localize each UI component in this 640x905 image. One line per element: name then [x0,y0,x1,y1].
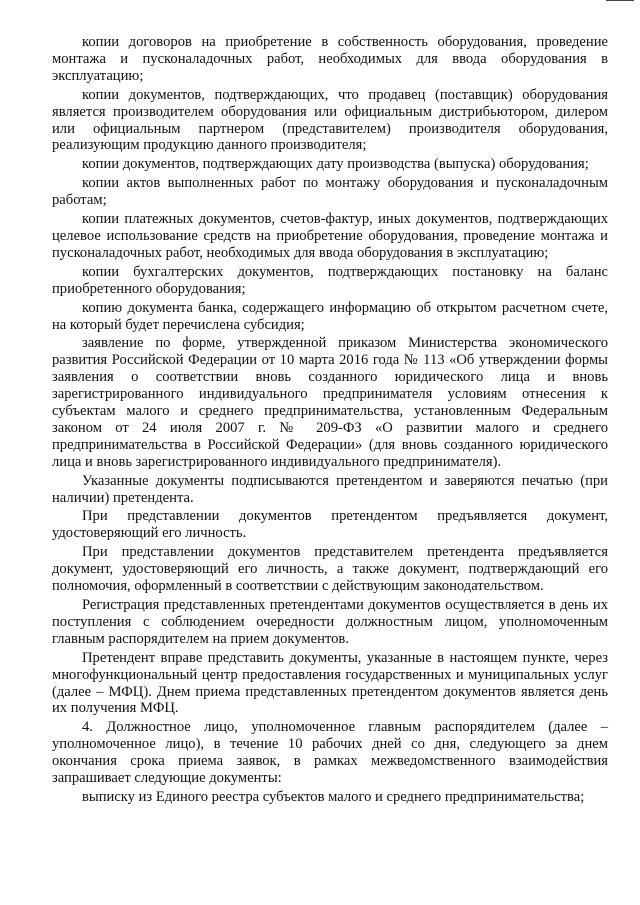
paragraph-mfc: Претендент вправе представить документы, указанные в настоящем пункте, через многофункциональный центр предоставления государственных и муниципальных услуг (далее – МФЦ). Днем приема представленных претендентом документов является день их получения МФЦ. [52,649,608,717]
paragraph-work-acts: копии актов выполненных работ по монтажу оборудования и пусконаладочным работам; [52,175,608,209]
paragraph-registration: Регистрация представленных претендентами документов осуществляется в день их поступления с соблюдением очередности должностным лицом, уполномоченным главным распорядителем на прием документов. [52,597,608,647]
paragraph-manufacturer-docs: копии документов, подтверждающих, что продавец (поставщик) оборудования является производителем оборудования или официальным дистрибьютором, дилером или официальным партнером (представителем) производителя оборудования, реализующим продукцию данного производителя; [52,86,608,154]
paragraph-production-date: копии документов, подтверждающих дату производства (выпуска) оборудования; [82,156,589,173]
document-body [52,34,608,808]
paragraph-section-4: 4. Должностное лицо, уполномоченное главным распорядителем (далее – уполномоченное лицо), в течение 10 рабочих дней со дня, следующего за днем окончания срока приема заявок, в рамках межведомственного взаимодействия запрашивает следующие документы: [52,719,608,787]
top-edge-rule [606,0,634,1]
paragraph-contracts: копии договоров на приобретение в собственность оборудования, проведение монтажа и пусконаладочных работ, необходимых для ввода оборудования в эксплуатацию; [52,34,608,84]
paragraph-signature-seal: Указанные документы подписываются претендентом и заверяются печатью (при наличии) претендента. [52,472,608,506]
paragraph-applicant-id: При представлении документов претендентом предъявляется документ, удостоверяющий его личность. [52,508,608,542]
paragraph-accounting-docs: копии бухгалтерских документов, подтверждающих постановку на баланс приобретенного оборудования; [52,263,608,297]
paragraph-representative-id: При представлении документов представителем претендента предъявляется документ, удостоверяющий его личность, а также документ, подтверждающий его полномочия, оформленный в соответствии с действующим законодательством. [52,544,608,595]
paragraph-payment-docs: копии платежных документов, счетов-фактур, иных документов, подтверждающих целевое использование средств на приобретение оборудования, проведение монтажа и пусконаладочных работ, необходимых для ввода оборудования в эксплуатацию; [52,211,608,261]
paragraph-registry-extract: выписку из Единого реестра субъектов малого и среднего предпринимательства; [82,788,585,805]
paragraph-bank-document: копию документа банка, содержащего информацию об открытом расчетном счете, на который будет перечислена субсидия; [52,299,608,333]
paragraph-application-form: заявление по форме, утвержденной приказом Министерства экономического развития Российской Федерации от 10 марта 2016 года № 113 «Об утверждении формы заявления о соответствии вновь созданного юридического лица и вновь зарегистрированного индивидуального предпринимателя условиям отнесения к субъектам малого и среднего предпринимательства, установленным Федеральным законом от 24 июля 2007 г. № 209-ФЗ «О развитии малого и среднего предпринимательства в Российской Федерации» (для вновь созданного юридического лица и вновь зарегистрированного индивидуального предпринимателя). [52,335,608,470]
